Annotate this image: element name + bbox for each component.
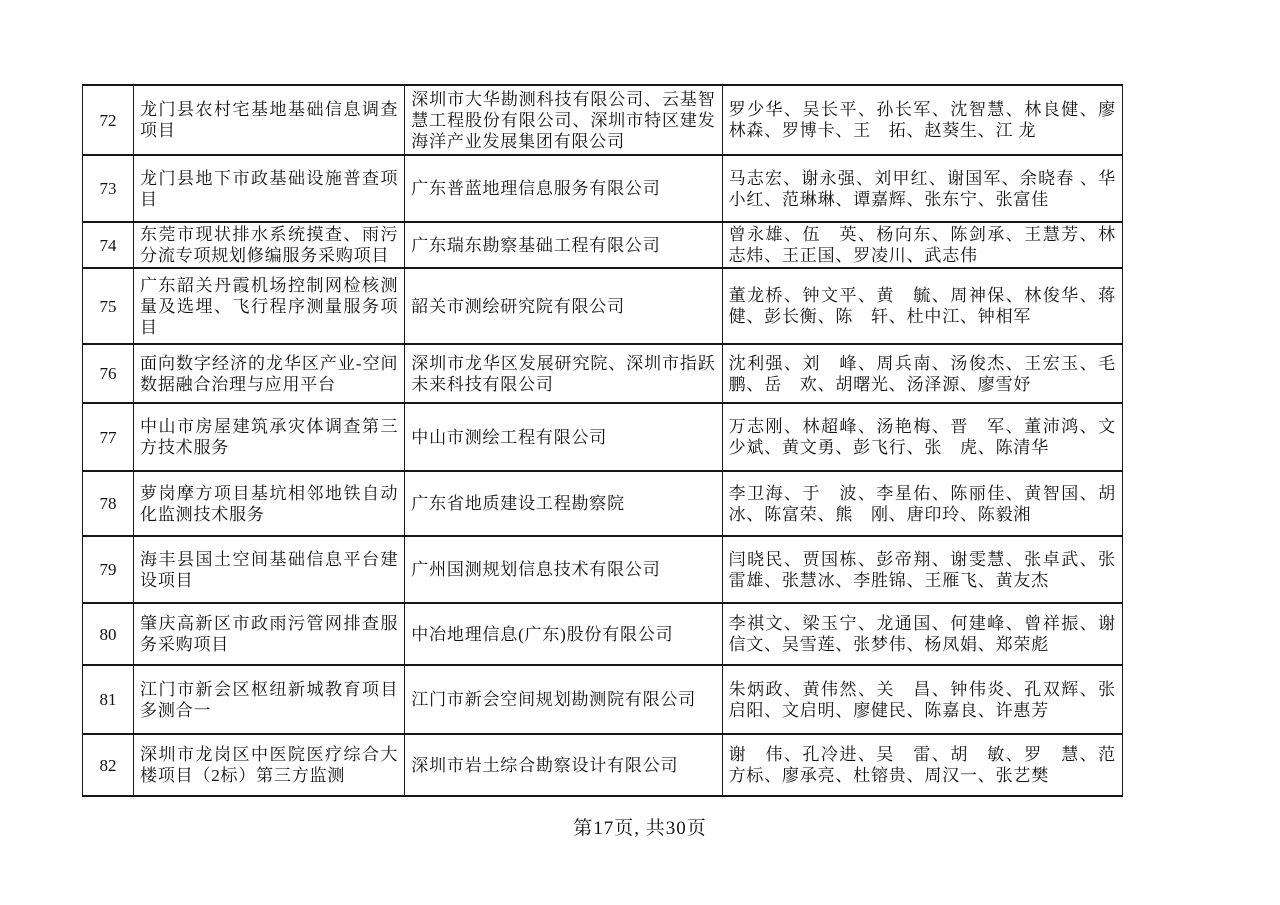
row-number: 76 bbox=[83, 344, 134, 403]
people-names: 万志刚、林超峰、汤艳梅、晋 军、董沛鸿、文少斌、黄文勇、彭飞行、张 虎、陈清华 bbox=[722, 403, 1122, 471]
table-row bbox=[83, 85, 1123, 155]
company-name: 中冶地理信息(广东)股份有限公司 bbox=[405, 603, 722, 665]
project-name: 肇庆高新区市政雨污管网排查服务采购项目 bbox=[134, 603, 405, 665]
row-number: 78 bbox=[83, 471, 134, 536]
people-names: 罗少华、吴长平、孙长军、沈智慧、林良健、廖林森、罗博卡、王 拓、赵葵生、江 龙 bbox=[722, 85, 1122, 155]
company-name: 深圳市岩土综合勘察设计有限公司 bbox=[405, 734, 722, 796]
table-row bbox=[83, 222, 1123, 268]
people-names: 谢 伟、孔冷进、吴 雷、胡 敏、罗 慧、范方标、廖承亮、杜镕贵、周汉一、张艺樊 bbox=[722, 734, 1122, 796]
row-number: 82 bbox=[83, 734, 134, 796]
people-names: 马志宏、谢永强、刘甲红、谢国军、余晓春 、华小红、范琳琳、谭嘉辉、张东宁、张富佳 bbox=[722, 155, 1122, 222]
table-row bbox=[83, 665, 1123, 734]
row-number: 81 bbox=[83, 665, 134, 734]
people-names: 曾永雄、伍 英、杨向东、陈剑承、王慧芳、林志炜、王正国、罗凌川、武志伟 bbox=[722, 222, 1122, 268]
project-name: 深圳市龙岗区中医院医疗综合大楼项目（2标）第三方监测 bbox=[134, 734, 405, 796]
company-name: 江门市新会空间规划勘测院有限公司 bbox=[405, 665, 722, 734]
page-number-indicator: 第17页, 共30页 bbox=[573, 818, 707, 839]
people-names: 沈利强、刘 峰、周兵南、汤俊杰、王宏玉、毛鹏、岳 欢、胡曙光、汤泽源、廖雪妤 bbox=[722, 344, 1122, 403]
project-personnel-table bbox=[82, 84, 1123, 797]
row-number: 74 bbox=[83, 222, 134, 268]
project-name: 龙门县地下市政基础设施普查项目 bbox=[134, 155, 405, 222]
table-row bbox=[83, 344, 1123, 403]
table-row bbox=[83, 603, 1123, 665]
people-names: 闫晓民、贾国栋、彭帝翔、谢雯慧、张卓武、张雷雄、张慧冰、李胜锦、王雁飞、黄友杰 bbox=[722, 536, 1122, 603]
row-number: 75 bbox=[83, 268, 134, 344]
company-name: 深圳市龙华区发展研究院、深圳市指跃未来科技有限公司 bbox=[405, 344, 722, 403]
company-name: 中山市测绘工程有限公司 bbox=[405, 403, 722, 471]
table-row bbox=[83, 403, 1123, 471]
row-number: 73 bbox=[83, 155, 134, 222]
project-name: 江门市新会区枢纽新城教育项目多测合一 bbox=[134, 665, 405, 734]
project-name: 龙门县农村宅基地基础信息调查项目 bbox=[134, 85, 405, 155]
company-name: 广东省地质建设工程勘察院 bbox=[405, 471, 722, 536]
project-name: 东莞市现状排水系统摸查、雨污分流专项规划修编服务采购项目 bbox=[134, 222, 405, 268]
company-name: 广东瑞东勘察基础工程有限公司 bbox=[405, 222, 722, 268]
project-name: 海丰县国土空间基础信息平台建设项目 bbox=[134, 536, 405, 603]
table-row bbox=[83, 536, 1123, 603]
people-names: 朱炳政、黄伟然、关 昌、钟伟炎、孔双辉、张启阳、文启明、廖健民、陈嘉良、许惠芳 bbox=[722, 665, 1122, 734]
table-row bbox=[83, 155, 1123, 222]
row-number: 72 bbox=[83, 85, 134, 155]
company-name: 广州国测规划信息技术有限公司 bbox=[405, 536, 722, 603]
company-name: 深圳市大华勘测科技有限公司、云基智慧工程股份有限公司、深圳市特区建发海洋产业发展集团有限公司 bbox=[405, 85, 722, 155]
project-name: 萝岗摩方项目基坑相邻地铁自动化监测技术服务 bbox=[134, 471, 405, 536]
table-row bbox=[83, 268, 1123, 344]
company-name: 韶关市测绘研究院有限公司 bbox=[405, 268, 722, 344]
row-number: 79 bbox=[83, 536, 134, 603]
project-name: 面向数字经济的龙华区产业-空间数据融合治理与应用平台 bbox=[134, 344, 405, 403]
company-name: 广东普蓝地理信息服务有限公司 bbox=[405, 155, 722, 222]
people-names: 李祺文、梁玉宁、龙通国、何建峰、曾祥振、谢信文、吴雪莲、张梦伟、杨凤娟、郑荣彪 bbox=[722, 603, 1122, 665]
people-names: 董龙桥、钟文平、黄 毓、周神保、林俊华、蒋健、彭长衡、陈 轩、杜中江、钟相军 bbox=[722, 268, 1122, 344]
people-names: 李卫海、于 波、李星佑、陈丽佳、黄智国、胡冰、陈富荣、熊 刚、唐印玲、陈毅湘 bbox=[722, 471, 1122, 536]
row-number: 80 bbox=[83, 603, 134, 665]
project-name: 广东韶关丹霞机场控制网检核测量及选埋、飞行程序测量服务项目 bbox=[134, 268, 405, 344]
table-row bbox=[83, 471, 1123, 536]
project-name: 中山市房屋建筑承灾体调查第三方技术服务 bbox=[134, 403, 405, 471]
row-number: 77 bbox=[83, 403, 134, 471]
table-row bbox=[83, 734, 1123, 796]
